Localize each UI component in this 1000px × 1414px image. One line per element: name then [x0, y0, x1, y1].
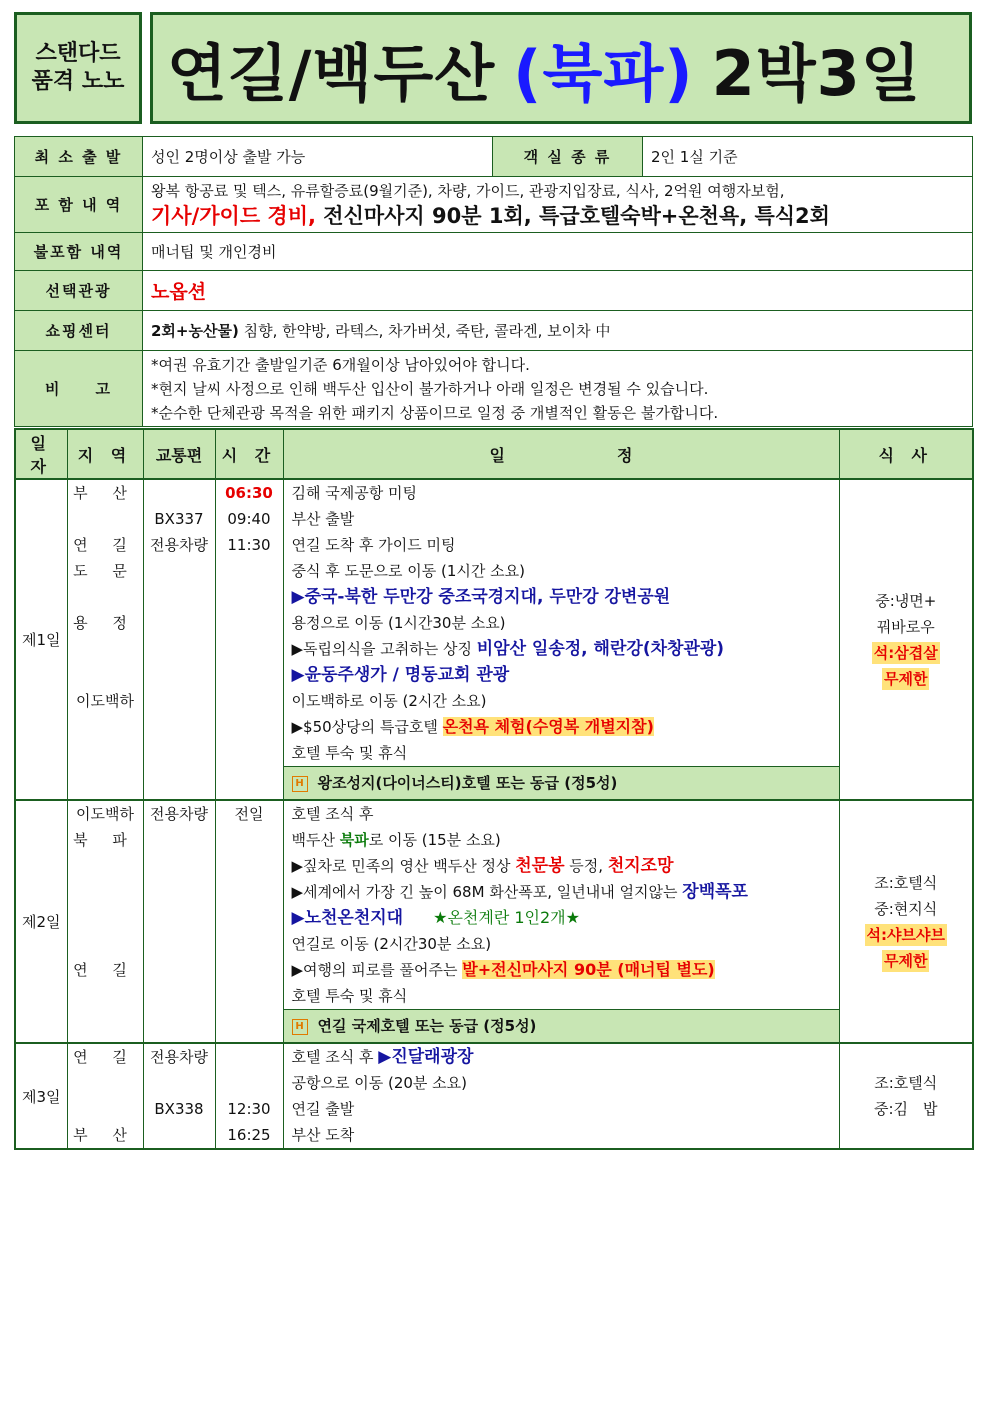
day3-transport [143, 1043, 215, 1149]
included-rest: 전신마사지 90분 1회, 특급호텔숙박+온천욕, 특식2회 [315, 203, 830, 228]
itinerary-highlight: 장백폭포 [682, 882, 748, 902]
itinerary-text: ▶$50상당의 특급호텔 [291, 718, 443, 736]
time: 06:30 [225, 484, 273, 502]
transport [144, 1070, 215, 1096]
time: 12:30 [227, 1100, 271, 1118]
room-type-value: 2인 1실 기준 [643, 137, 973, 177]
day2-hotel [284, 1009, 839, 1042]
day3-times [215, 1043, 283, 1149]
remark-3: *순수한 단체관광 목적을 위한 패키지 상품이므로 일정 중 개별적인 활동은 불가합니다. [151, 403, 719, 422]
included-value [143, 177, 973, 233]
region [68, 662, 143, 688]
shopping-label: 쇼핑센터 [15, 311, 143, 351]
itinerary-highlight: ▶진달래광장 [378, 1047, 474, 1067]
itinerary-line: 이도백하로 이동 (2시간 소요) [291, 692, 487, 710]
itinerary-text: ▶독립의식을 고취하는 상징 [291, 640, 477, 658]
itinerary-line: 호텔 투숙 및 휴식 [291, 744, 408, 762]
transport: 전용차량 [150, 536, 208, 554]
day1-transport [143, 479, 215, 800]
itinerary-text: 등정, [564, 857, 608, 875]
itinerary-text: ▶짚차로 민족의 영산 백두산 정상 [291, 857, 516, 875]
included-line1: 왕복 항공료 및 텍스, 유류할증료(9월기준), 차량, 가이드, 관광지입장료, 식사, 2억원 여행자보험, [151, 181, 785, 200]
transport [144, 1122, 215, 1148]
itinerary-line: 김해 국제공항 미팅 [291, 484, 417, 502]
remarks-value [143, 351, 973, 427]
region [68, 1070, 143, 1096]
transport: BX337 [154, 510, 204, 528]
badge-line2: 품격 노노 [31, 69, 125, 94]
info-row-included [15, 177, 973, 233]
day3-row [15, 1043, 973, 1149]
badge-line1: 스탠다드 [35, 41, 121, 66]
transport: 전용차량 [150, 805, 208, 823]
itinerary-text: 백두산 [291, 831, 340, 849]
region: 부 산 [73, 1126, 137, 1144]
itinerary-line [284, 879, 839, 905]
meal: 중:냉면+ [875, 591, 937, 610]
day1-row [15, 479, 973, 800]
itinerary-line: 부산 출발 [291, 510, 355, 528]
region [68, 905, 143, 931]
title-tail: 2박3일 [711, 36, 922, 110]
remarks-label: 비 고 [15, 351, 143, 427]
min-departure-label: 최 소 출 발 [15, 137, 143, 177]
region: 북 파 [73, 831, 137, 849]
shopping-bold: 2회+농산물) [151, 322, 239, 340]
remark-1: *여권 유효기간 출발일기준 6개월이상 남아있어야 합니다. [151, 355, 530, 374]
day2-row [15, 800, 973, 1043]
itinerary-line: 연길 출발 [291, 1100, 355, 1118]
region: 연 길 [73, 961, 137, 979]
itinerary-line: 호텔 투숙 및 휴식 [291, 987, 408, 1005]
itinerary-highlight: ▶노천온천지대 [291, 908, 404, 928]
day3-regions [67, 1043, 143, 1149]
region: 부 산 [73, 484, 137, 502]
itinerary-text: ▶여행의 피로를 풀어주는 [291, 961, 463, 979]
day2-transport [143, 800, 215, 1043]
info-row-excluded [15, 233, 973, 271]
itinerary-highlight: ▶중국-북한 두만강 중조국경지대, 두만강 강변공원 [291, 587, 671, 607]
itinerary-text: 호텔 조식 후 [291, 1048, 379, 1066]
info-row-optional [15, 271, 973, 311]
time: 09:40 [227, 510, 271, 528]
itinerary-line: 호텔 조식 후 [291, 805, 374, 823]
itinerary-text: 로 이동 (15분 소요) [368, 831, 501, 849]
hotel-name: 연길 국제호텔 또는 동급 (정5성) [317, 1017, 537, 1035]
info-table [14, 136, 973, 427]
room-type-label: 객 실 종 류 [493, 137, 643, 177]
col-region: 지 역 [67, 429, 143, 479]
shopping-rest: 침향, 한약방, 라텍스, 차가버섯, 죽탄, 콜라겐, 보이차 中 [238, 322, 611, 340]
itinerary-line: 부산 도착 [291, 1126, 355, 1144]
itinerary-highlight: 천문봉 [515, 856, 565, 876]
day2-itinerary [283, 800, 839, 1043]
included-line2 [151, 202, 964, 230]
itinerary-highlight: 북파 [339, 831, 369, 849]
itinerary-line [284, 957, 839, 983]
day1-label: 제1일 [15, 479, 67, 800]
region [68, 879, 143, 905]
region: 연 길 [73, 1048, 137, 1066]
excluded-value: 매너팁 및 개인경비 [143, 233, 973, 271]
schedule-header-row [15, 429, 973, 479]
transport [144, 480, 215, 506]
day2-label: 제2일 [15, 800, 67, 1043]
itinerary-highlight: ★온천계란 1인2개★ [433, 908, 580, 927]
meal-highlight: 석:삼겹살 [873, 643, 938, 662]
transport: BX338 [154, 1100, 204, 1118]
optional-value: 노옵션 [143, 271, 973, 311]
itinerary-line [284, 853, 839, 879]
transport: 전용차량 [150, 1048, 208, 1066]
meal: 조:호텔식 [874, 1074, 938, 1092]
page-title [150, 12, 972, 124]
meal: 조:호텔식 [874, 873, 938, 892]
included-red: 기사/가이드 경비, [151, 203, 316, 228]
meal-highlight: 무제한 [884, 951, 928, 970]
meal-highlight: 석:샤브샤브 [866, 925, 945, 944]
region: 도 문 [73, 562, 137, 580]
region: 이도백하 [76, 805, 134, 823]
remark-2: *현지 날씨 사정으로 인해 백두산 입산이 불가하거나 아래 일정은 변경될 수 있습니다. [151, 379, 709, 398]
meal: 중:현지식 [874, 899, 938, 918]
itinerary-line: 용정으로 이동 (1시간30분 소요) [291, 614, 506, 632]
day1-hotel [284, 766, 839, 799]
region [68, 853, 143, 879]
meal: 중:김 밥 [873, 1100, 938, 1118]
col-transport: 교통편 [143, 429, 215, 479]
itinerary-highlight: ▶윤동주생가 / 명동교회 관광 [291, 665, 510, 685]
meal: 꿔바로우 [876, 617, 935, 636]
time [216, 1044, 283, 1070]
itinerary-line: 공항으로 이동 (20분 소요) [291, 1074, 468, 1092]
day1-meals [839, 479, 973, 800]
itinerary-line [284, 827, 839, 853]
region [68, 506, 143, 532]
hotel-h-icon: H [292, 1019, 308, 1035]
title-main: 연길/백두산 [167, 36, 496, 110]
region [68, 584, 143, 610]
min-departure-value: 성인 2명이상 출발 가능 [143, 137, 493, 177]
itinerary-line [284, 636, 839, 662]
region [68, 1096, 143, 1122]
col-date: 일 자 [15, 429, 67, 479]
itinerary-highlight: 온천욕 체험(수영복 개별지참) [442, 717, 654, 736]
itinerary-line: 중식 후 도문으로 이동 (1시간 소요) [291, 562, 525, 580]
time [216, 1070, 283, 1096]
hotel-h-icon: H [292, 776, 308, 792]
itinerary-highlight: 비암산 일송정, 해란강(차창관광) [476, 639, 725, 659]
day3-meals [839, 1043, 973, 1149]
col-time: 시 간 [215, 429, 283, 479]
optional-label: 선택관광 [15, 271, 143, 311]
region [68, 636, 143, 662]
col-meals: 식 사 [839, 429, 973, 479]
header [14, 12, 972, 124]
info-row-remarks [15, 351, 973, 427]
itinerary-line [284, 905, 839, 931]
included-label: 포 함 내 역 [15, 177, 143, 233]
excluded-label: 불포함 내역 [15, 233, 143, 271]
info-row-departure [15, 137, 973, 177]
day2-regions [67, 800, 143, 1043]
time: 전일 [234, 805, 264, 823]
day1-times [215, 479, 283, 800]
col-itinerary: 일 정 [283, 429, 839, 479]
day1-itinerary [283, 479, 839, 800]
region: 이도백하 [76, 692, 134, 710]
schedule-table [14, 428, 974, 1150]
region: 용 정 [73, 614, 137, 632]
day3-itinerary [283, 1043, 839, 1149]
itinerary-line [284, 1044, 839, 1070]
title-accent: (북파) [513, 36, 694, 110]
itinerary-line: 연길 도착 후 가이드 미팅 [291, 536, 456, 554]
grade-badge [14, 12, 142, 124]
day2-times [215, 800, 283, 1043]
info-row-shopping [15, 311, 973, 351]
day3-label: 제3일 [15, 1043, 67, 1149]
itinerary-highlight: 천지조망 [607, 856, 674, 876]
time: 16:25 [227, 1126, 271, 1144]
itinerary-line [284, 714, 839, 740]
itinerary-highlight: 발+전신마사지 90분 (매너팁 별도) [462, 960, 715, 979]
day1-regions [67, 479, 143, 800]
meal-highlight: 무제한 [884, 669, 928, 688]
day2-meals [839, 800, 973, 1043]
itinerary-text: ▶세계에서 가장 긴 높이 68M 화산폭포, 일년내내 얼지않는 [291, 883, 683, 901]
time: 11:30 [227, 536, 271, 554]
hotel-name: 왕조성지(다이너스티)호텔 또는 동급 (정5성) [317, 774, 618, 792]
itinerary-line: 연길로 이동 (2시간30분 소요) [291, 935, 492, 953]
shopping-value [143, 311, 973, 351]
region [68, 931, 143, 957]
region: 연 길 [73, 536, 137, 554]
